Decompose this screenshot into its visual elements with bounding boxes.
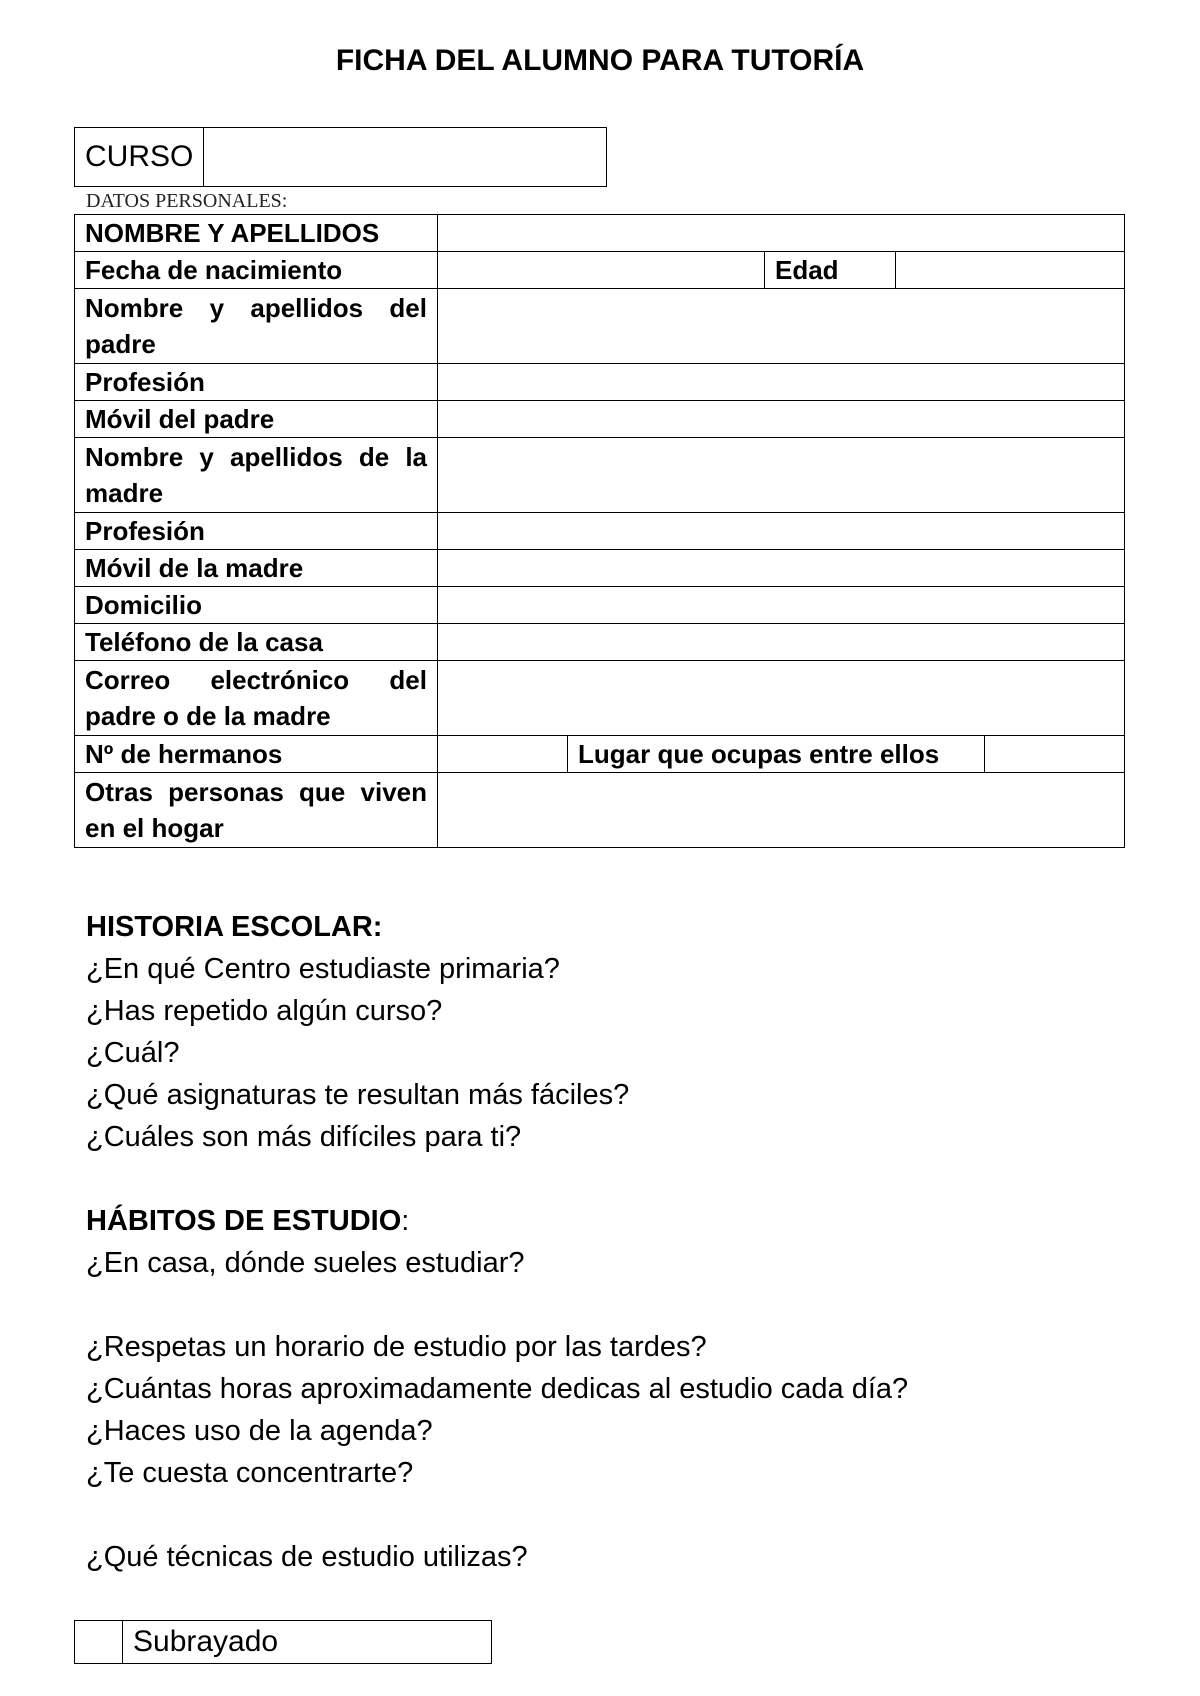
padre-movil-label: Móvil del padre [75,401,438,438]
nombre-label: NOMBRE Y APELLIDOS [75,215,438,252]
correo-label: Correo electrónico del padre o de la madre [75,661,438,736]
historia-question: ¿Cuál? [86,1037,180,1069]
blank-line [86,1284,908,1326]
telefono-field[interactable] [438,624,1125,661]
habitos-heading: HÁBITOS DE ESTUDIO [86,1205,402,1237]
habitos-question: ¿Haces uso de la agenda? [86,1415,433,1447]
tecnicas-question: ¿Qué técnicas de estudio utilizas? [86,1541,528,1573]
habitos-heading-line [86,1200,908,1242]
nombre-field[interactable] [438,215,1125,252]
padre-profesion-label: Profesión [75,364,438,401]
habitos-question: ¿Respetas un horario de estudio por las tardes? [86,1331,707,1363]
padre-nombre-label: Nombre y apellidos del padre [75,289,438,364]
subrayado-checkbox[interactable] [75,1621,123,1664]
habitos-question: ¿En casa, dónde sueles estudiar? [86,1247,525,1279]
historia-escolar-heading: HISTORIA ESCOLAR: [86,911,383,943]
subrayado-label: Subrayado [123,1621,492,1664]
historia-question: ¿Cuáles son más difíciles para ti? [86,1121,522,1153]
edad-field[interactable] [896,252,1125,289]
telefono-label: Teléfono de la casa [75,624,438,661]
historia-escolar-section [86,906,629,1158]
padre-movil-field[interactable] [438,401,1125,438]
historia-question: ¿En qué Centro estudiaste primaria? [86,953,560,985]
madre-profesion-field[interactable] [438,513,1125,550]
lugar-field[interactable] [985,736,1125,773]
hermanos-field[interactable] [438,736,568,773]
madre-movil-field[interactable] [438,550,1125,587]
padre-nombre-field[interactable] [438,289,1125,364]
tecnicas-table [74,1620,492,1664]
habitos-question: ¿Cuántas horas aproximadamente dedicas al estudio cada día? [86,1373,909,1405]
habitos-heading-colon: : [401,1205,410,1237]
curso-field[interactable] [204,128,607,187]
madre-nombre-field[interactable] [438,438,1125,513]
curso-table [74,127,607,187]
madre-movil-label: Móvil de la madre [75,550,438,587]
domicilio-label: Domicilio [75,587,438,624]
fecha-label: Fecha de nacimiento [75,252,438,289]
correo-field[interactable] [438,661,1125,736]
historia-question: ¿Has repetido algún curso? [86,995,443,1027]
fecha-field[interactable] [438,252,765,289]
blank-line [86,1494,908,1536]
madre-nombre-label: Nombre y apellidos de la madre [75,438,438,513]
historia-question: ¿Qué asignaturas te resultan más fáciles? [86,1079,630,1111]
padre-profesion-field[interactable] [438,364,1125,401]
edad-label: Edad [765,252,896,289]
datos-personales-table [74,214,1125,848]
otras-personas-field[interactable] [438,773,1125,848]
habitos-estudio-section [86,1200,908,1578]
madre-profesion-label: Profesión [75,513,438,550]
hermanos-label: Nº de hermanos [75,736,438,773]
otras-personas-label: Otras personas que viven en el hogar [75,773,438,848]
habitos-question: ¿Te cuesta concentrarte? [86,1457,414,1489]
curso-label: CURSO [75,128,204,187]
lugar-label: Lugar que ocupas entre ellos [568,736,985,773]
page-title: FICHA DEL ALUMNO PARA TUTORÍA [335,44,865,77]
domicilio-field[interactable] [438,587,1125,624]
datos-personales-heading: DATOS PERSONALES: [86,190,288,212]
